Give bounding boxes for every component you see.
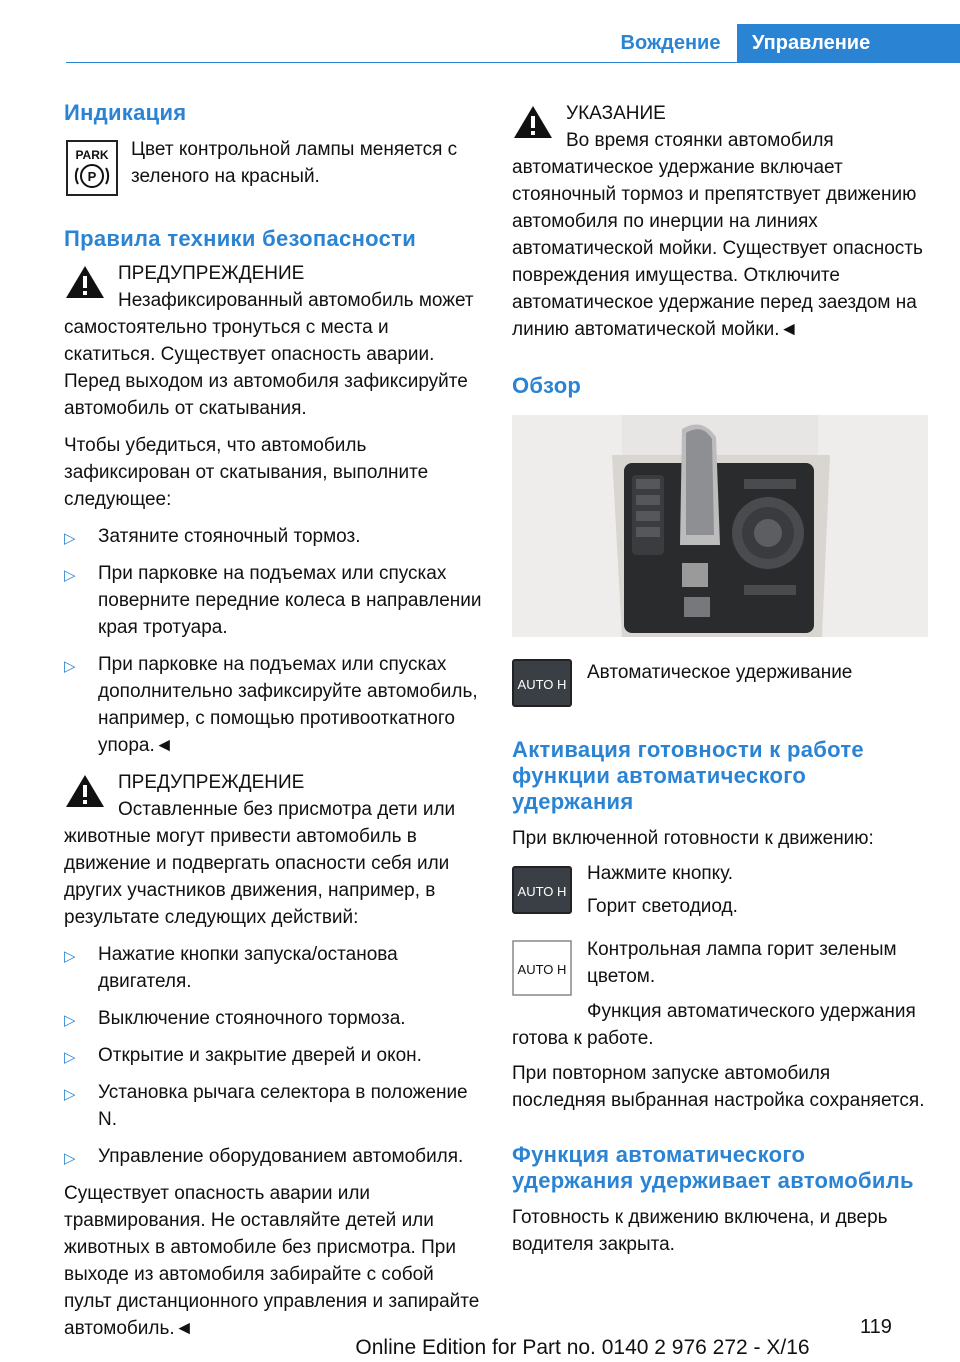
indication-block	[64, 136, 484, 200]
bullet-arrow-icon: ▷	[64, 948, 76, 965]
tab-controls[interactable]: Управление	[737, 24, 960, 62]
bullet-arrow-icon: ▷	[64, 567, 76, 584]
overview-caption-block	[512, 653, 928, 713]
list-item: ▷ Затяните стояночный тормоз.	[64, 523, 484, 550]
warning2-text: Оставленные без присмотра дети или животные могут привести автомобиль в движение и подвергать опасности себя или других участников движения, например, в результате следующих действий:	[64, 799, 456, 928]
list-item: ▷ При парковке на подъемах или спусках поверните передние колеса в направлении края тротуара.	[64, 563, 482, 638]
list-item: ▷ Выключение стояночного тормоза.	[64, 1005, 484, 1032]
center-console-photo	[512, 415, 928, 637]
risk-actions-list	[64, 941, 484, 1170]
hold-heading: Функция автоматического удержания удерживает автомобиль	[512, 1142, 914, 1193]
auto-hold-button-icon	[512, 659, 572, 707]
warning-triangle-icon	[64, 264, 106, 300]
safety-heading: Правила техники безопасности	[64, 226, 417, 251]
warning1-title: ПРЕДУПРЕЖДЕНИЕ	[118, 263, 305, 284]
list-item: ▷ При парковке на подъемах или спусках дополнительно зафиксируйте автомобиль, например, с помощью противооткатного упора.◄	[64, 654, 478, 756]
fixation-steps-list	[64, 523, 484, 759]
svg-text:P: P	[87, 169, 97, 184]
warning-triangle-icon	[512, 104, 554, 140]
list-item: ▷ Управление оборудованием автомобиля.	[64, 1143, 484, 1170]
bullet-arrow-icon: ▷	[64, 530, 76, 547]
bullet-arrow-icon: ▷	[64, 1012, 76, 1029]
indicator-lamp-block	[512, 936, 928, 1052]
right-column	[512, 100, 928, 1258]
auto-hold-button-icon	[512, 866, 572, 914]
list-item: ▷ Нажатие кнопки запуска/останова двигателя.	[64, 944, 398, 992]
overview-heading: Обзор	[512, 373, 582, 398]
lamp-text-2: Функция автоматического удержания готова к работе.	[512, 1001, 916, 1049]
warning-block-1	[64, 260, 484, 422]
note-title: УКАЗАНИЕ	[566, 103, 666, 124]
warning-block-2	[64, 769, 484, 931]
list-item: ▷ Открытие и закрытие дверей и окон.	[64, 1042, 484, 1069]
warning1-text: Незафиксированный автомобиль может самостоятельно тронуться с места и скатиться. Существует опасность аварии. Перед выходом из автомобиля зафиксируйте автомобиль от скатывания.	[64, 290, 474, 419]
activation-step-2: Горит светодиод.	[587, 896, 738, 917]
bullet-arrow-icon: ▷	[64, 1049, 76, 1066]
left-column	[64, 100, 484, 1342]
activation-heading: Активация готовности к работе функции автоматического удержания	[512, 737, 864, 814]
svg-text:AUTO H: AUTO H	[517, 884, 567, 899]
warning2-title: ПРЕДУПРЕЖДЕНИЕ	[118, 772, 305, 793]
overview-caption: Автоматическое удерживание	[587, 662, 853, 683]
indication-text: Цвет контрольной лампы меняется с зеленого на красный.	[131, 139, 458, 187]
park-icon-label: PARK	[75, 148, 109, 162]
activation-intro: При включенной готовности к движению:	[512, 828, 874, 849]
activation-steps-block	[512, 860, 928, 920]
hold-text: Готовность к движению включена, и дверь водителя закрыта.	[512, 1207, 888, 1255]
bullet-arrow-icon: ▷	[64, 658, 76, 675]
indication-heading: Индикация	[64, 100, 187, 125]
closing-text: Существует опасность аварии или травмирования. Не оставляйте детей или животных в автомобиле без присмотра. При выходе из автомобиля забирайте с собой пульт дистанционного управления и запирайте автомобиль.◄	[64, 1183, 480, 1339]
edition-footer: Online Edition for Part no. 0140 2 976 272 - X/16	[355, 1336, 810, 1359]
header-rule	[66, 62, 960, 63]
bullet-arrow-icon: ▷	[64, 1086, 76, 1103]
note-block	[512, 100, 928, 343]
page-number: 119	[860, 1316, 892, 1338]
activation-step-1: Нажмите кнопку.	[587, 863, 734, 884]
auto-hold-indicator-icon	[512, 940, 572, 996]
tab-driving[interactable]: Вождение	[620, 31, 721, 54]
intro-text: Чтобы убедиться, что автомобиль зафиксирован от скатывания, выполните следующее:	[64, 435, 429, 510]
bullet-arrow-icon: ▷	[64, 1150, 76, 1167]
note-text: Во время стоянки автомобиля автоматическое удержание включает стояночный тормоз и препятствует движению автомобиля по инерции на линиях автоматической мойки. Существует опасность повреждения имущества. Отключите автоматическое удержание перед заездом на линию автоматической мойки.◄	[512, 130, 923, 340]
svg-text:AUTO H: AUTO H	[517, 677, 567, 692]
warning-triangle-icon	[64, 773, 106, 809]
svg-text:AUTO H: AUTO H	[517, 962, 567, 977]
restart-text: При повторном запуске автомобиля последняя выбранная настройка сохраняется.	[512, 1063, 925, 1111]
park-brake-icon	[66, 140, 118, 196]
lamp-text-1: Контрольная лампа горит зеленым цветом.	[587, 939, 897, 987]
list-item: ▷ Установка рычага селектора в положение N.	[64, 1082, 468, 1130]
